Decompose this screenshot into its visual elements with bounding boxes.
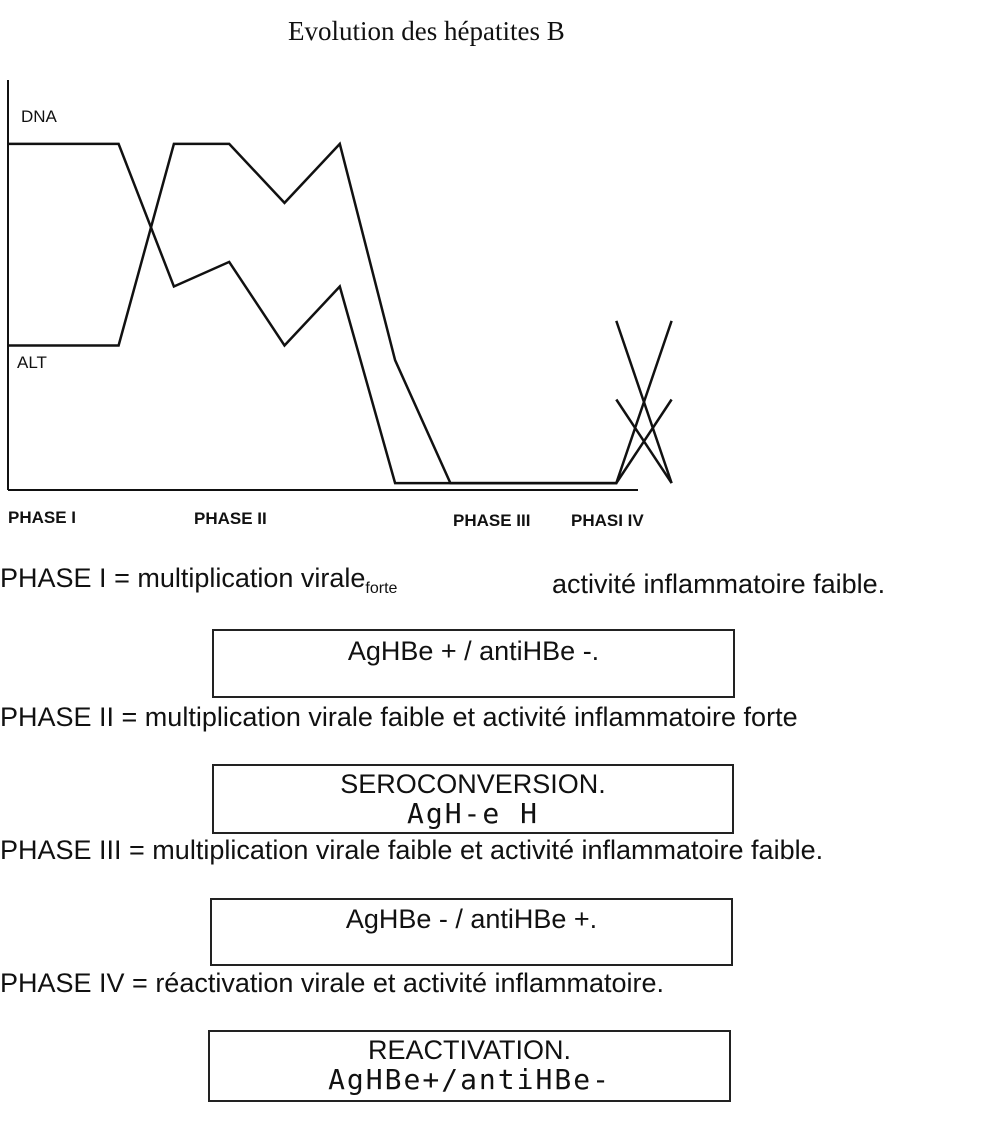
series-alt-line — [8, 144, 672, 483]
phase3-line: PHASE III = multiplication virale faible et activité inflammatoire faible. — [0, 835, 824, 865]
box2-line1: SEROCONVERSION. — [340, 769, 606, 799]
box3-text: AgHBe - / antiHBe +. — [345, 904, 598, 934]
box-antihbe-positive — [210, 898, 733, 966]
box-reactivation — [208, 1030, 731, 1102]
box2-line2-handwritten: AgH-e H — [406, 797, 539, 830]
box1-text: AgHBe + / antiHBe -. — [347, 636, 600, 666]
phase1-subscript: forte — [365, 580, 398, 597]
dna-label: DNA — [21, 107, 57, 126]
phase1-line — [0, 563, 397, 598]
phase1-label: PHASE I — [0, 563, 107, 593]
phase1-equation: = multiplication virale — [114, 563, 366, 593]
document-title: Evolution des hépatites B — [288, 16, 565, 46]
hepatitis-b-evolution-chart — [0, 0, 700, 545]
alt-label: ALT — [17, 353, 47, 372]
box4-line1: REACTIVATION. — [367, 1035, 571, 1065]
box-aghbe-positive — [212, 629, 735, 698]
phase4-line: PHASE IV = réactivation virale et activité inflammatoire. — [0, 968, 665, 998]
phase1-rest: activité inflammatoire faible. — [552, 569, 886, 599]
box-seroconversion — [212, 764, 734, 834]
series-dna-line — [8, 144, 672, 483]
phase-label-1: PHASE I — [8, 508, 77, 527]
box4-line2-handwritten: AgHBe+/antiHBe- — [328, 1063, 611, 1096]
phase-label-2: PHASE II — [194, 509, 267, 528]
phase2-line: PHASE II = multiplication virale faible et activité inflammatoire forte — [0, 702, 798, 732]
phase-label-3: PHASE III — [453, 511, 531, 530]
phase-label-4: PHASI IV — [571, 511, 644, 530]
